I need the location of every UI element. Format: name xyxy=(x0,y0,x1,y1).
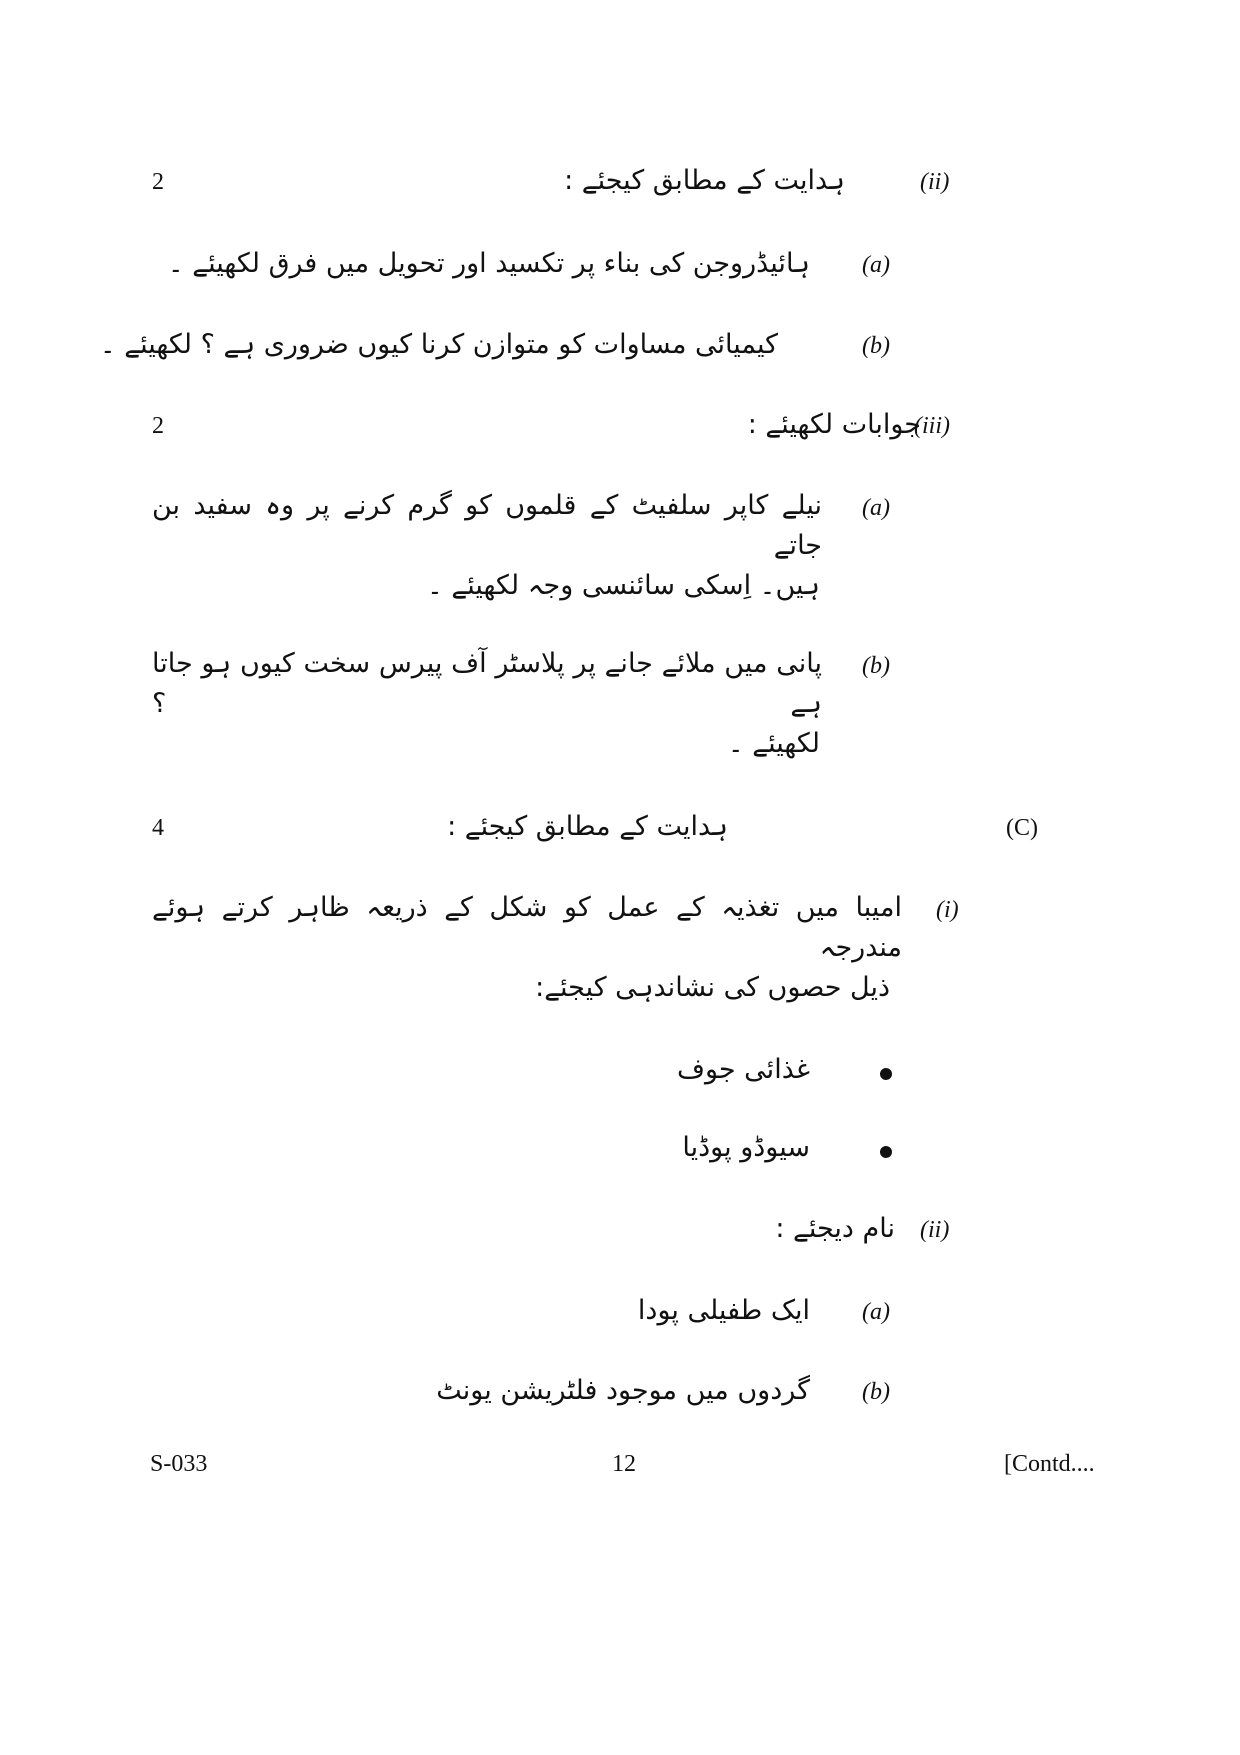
instruction-ii: ہدایت کے مطابق کیجئے : xyxy=(564,165,845,196)
label-C-ii-a: (a) xyxy=(862,1299,890,1325)
marks-ii: 2 xyxy=(152,169,164,195)
paper-code: S-033 xyxy=(150,1451,208,1477)
continued-marker: [Contd.... xyxy=(1004,1451,1095,1477)
marks-C: 4 xyxy=(152,815,164,841)
question-ii-b: کیمیائی مساوات کو متوازن کرنا کیوں ضروری ہے ؟ لکھیئے ۔ xyxy=(99,329,778,360)
label-C-ii-b: (b) xyxy=(862,1379,890,1405)
label-ii: (ii) xyxy=(920,169,950,195)
label-iii-b: (b) xyxy=(862,653,890,679)
instruction-C-ii: نام دیجئے : xyxy=(775,1213,895,1244)
instruction-iii: جوابات لکھیئے : xyxy=(747,409,921,440)
bullet-item-2: سیوڈو پوڈیا xyxy=(682,1132,810,1163)
marks-iii: 2 xyxy=(152,413,164,439)
question-C-i-line2: ذیل حصوں کی نشاندہی کیجئے: xyxy=(535,972,890,1003)
question-ii-a: ہائیڈروجن کی بناء پر تکسید اور تحویل میں فرق لکھیئے ۔ xyxy=(167,248,810,279)
label-C-i: (i) xyxy=(936,897,959,923)
question-iii-a-line2: ہیں۔ اِسکی سائنسی وجہ لکھیئے ۔ xyxy=(427,570,820,601)
label-iii-a: (a) xyxy=(862,495,890,521)
question-iii-a-line1: نیلے کاپر سلفیٹ کے قلموں کو گرم کرنے پر وہ سفید بن جاتے xyxy=(152,490,822,561)
label-ii-b: (b) xyxy=(862,333,890,359)
label-C: (C) xyxy=(1006,815,1038,841)
question-iii-b-line2: لکھیئے ۔ xyxy=(727,728,820,759)
label-ii-a: (a) xyxy=(862,252,890,278)
bullet-1 xyxy=(880,1068,892,1080)
label-iii: (iii) xyxy=(914,413,950,439)
question-iii-b-line1: پانی میں ملائے جانے پر پلاسٹر آف پیرس سخت کیوں ہو جاتا ہے ؟ xyxy=(152,648,822,719)
answer-C-ii-a: ایک طفیلی پودا xyxy=(637,1295,810,1326)
label-C-ii: (ii) xyxy=(920,1217,950,1243)
page-number: 12 xyxy=(612,1451,636,1477)
instruction-C: ہدایت کے مطابق کیجئے : xyxy=(447,811,728,842)
answer-C-ii-b: گردوں میں موجود فلٹریشن یونٹ xyxy=(436,1375,810,1406)
bullet-item-1: غذائی جوف xyxy=(676,1054,810,1085)
question-C-i-line1: امیبا میں تغذیہ کے عمل کو شکل کے ذریعہ ظاہر کرتے ہوئے مندرجہ xyxy=(152,892,902,963)
bullet-2 xyxy=(880,1146,892,1158)
